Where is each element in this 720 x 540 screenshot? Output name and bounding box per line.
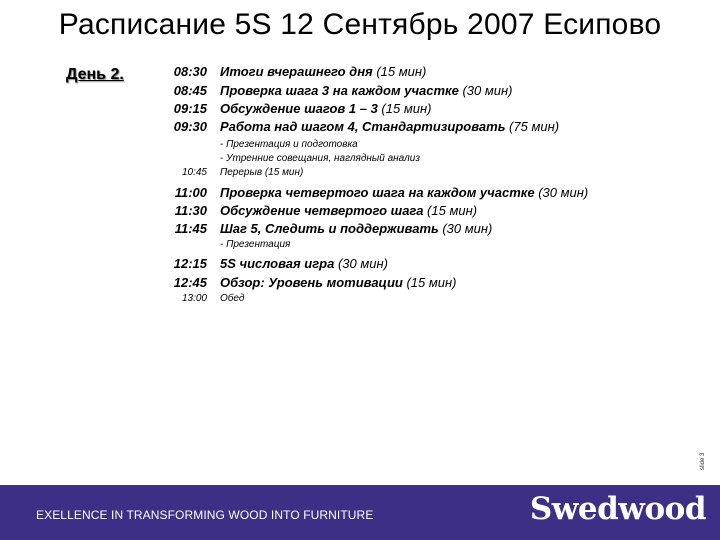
slide-number: slide 3 [700, 452, 706, 470]
schedule-time: 12:15 [173, 256, 207, 271]
schedule-activity: Обсуждение четвертого шага (15 мин) [220, 203, 478, 218]
schedule-time: 11:00 [174, 185, 207, 200]
page-title: Расписание 5S 12 Сентябрь 2007 Есипово [58, 8, 662, 41]
schedule-activity: Обзор: Уровень мотивации (15 мин) [220, 275, 457, 290]
schedule-time: 10:45 [181, 167, 207, 178]
schedule-activity: Итоги вчерашнего дня (15 мин) [220, 64, 427, 79]
schedule-time: 09:30 [173, 119, 207, 134]
schedule-time: 13:00 [181, 293, 207, 304]
schedule-time: 09:15 [173, 101, 207, 116]
schedule-note: - Утренние совещания, наглядный анализ [220, 153, 420, 164]
schedule-activity: Проверка шага 3 на каждом участке (30 мин) [220, 83, 513, 98]
schedule-time: 12:45 [173, 275, 207, 290]
schedule-activity: Обсуждение шагов 1 – 3 (15 мин) [220, 101, 432, 116]
schedule-time: 11:30 [174, 203, 207, 218]
schedule-time: 08:30 [173, 64, 207, 79]
schedule-activity: Обед [220, 293, 245, 304]
brand-logo: Swedwood [529, 491, 706, 527]
schedule-activity: Перерыв (15 мин) [220, 167, 304, 178]
schedule-time: 08:45 [173, 83, 207, 98]
footer-bar [0, 485, 720, 540]
schedule-activity: Работа над шагом 4, Стандартизировать (75 мин) [220, 119, 560, 134]
schedule-activity: Шаг 5, Следить и поддерживать (30 мин) [220, 221, 493, 236]
footer-tagline: EXELLENCE IN TRANSFORMING WOOD INTO FURNITURE [36, 508, 374, 522]
schedule-note: - Презентация [220, 239, 291, 250]
schedule-note: - Презентация и подготовка [220, 139, 358, 150]
schedule-activity: 5S числовая игра (30 мин) [220, 256, 388, 271]
schedule-activity: Проверка четвертого шага на каждом участке (30 мин) [220, 185, 589, 200]
schedule-time: 11:45 [174, 221, 207, 236]
day-label: День 2. [66, 66, 124, 83]
